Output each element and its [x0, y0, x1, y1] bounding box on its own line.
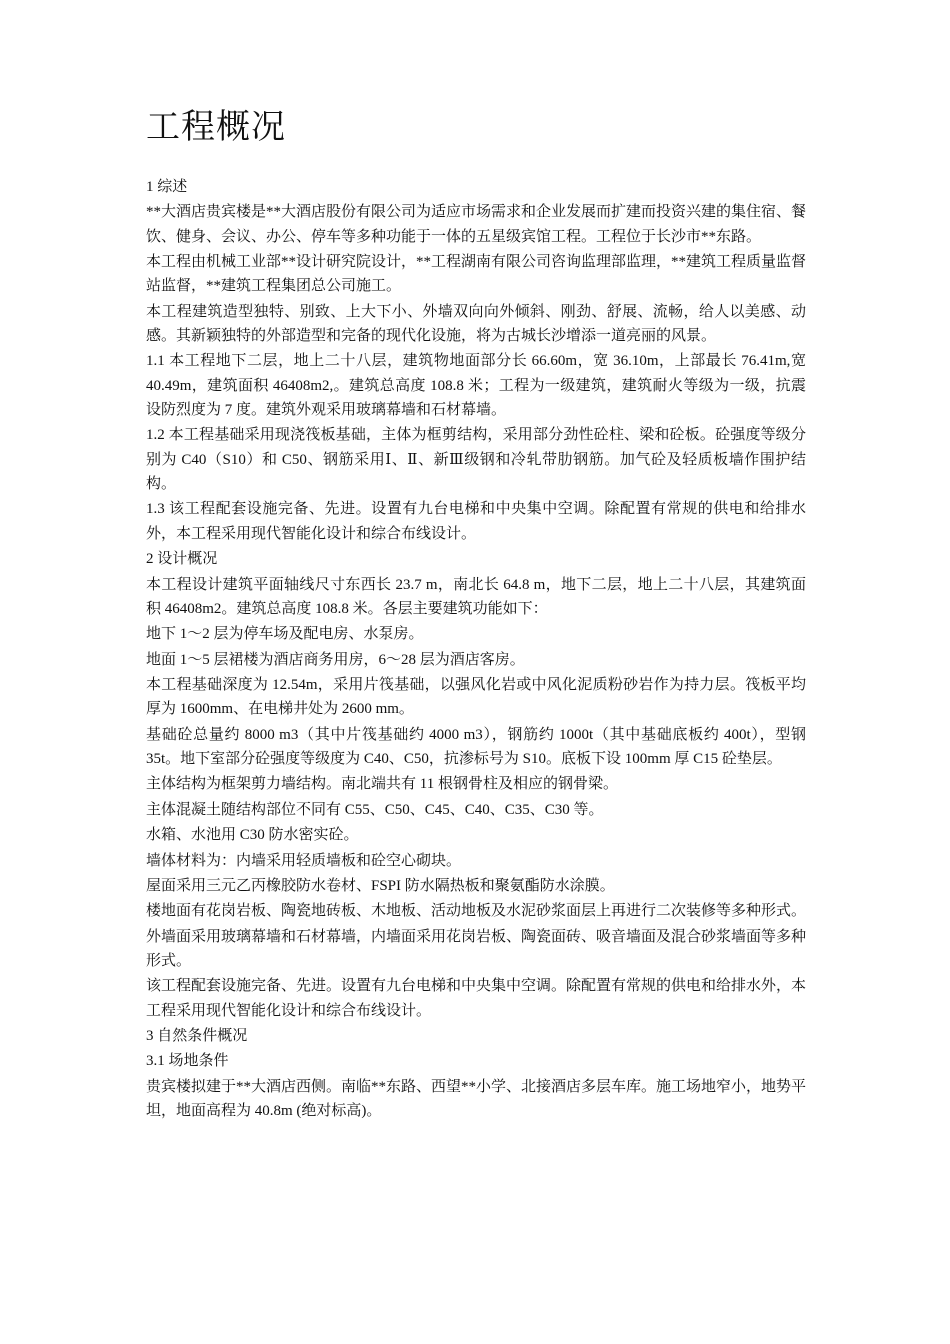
paragraph-wall-materials: 墙体材料为：内墙采用轻质墙板和砼空心砌块。: [146, 852, 462, 869]
document-body: [146, 175, 806, 1125]
section-heading-natural-conditions: 3 自然条件概况: [146, 1028, 248, 1045]
paragraph-roofing: 屋面采用三元乙丙橡胶防水卷材、FSPI 防水隔热板和聚氨酯防水涂膜。: [146, 877, 615, 894]
paragraph-intro: **大酒店贵宾楼是**大酒店股份有限公司为适应市场需求和企业发展而扩建而投资兴建的集住宿、餐饮、健身、会议、办公、停车等多种功能于一体的五星级宾馆工程。工程位于长沙市**东路。: [146, 204, 807, 245]
paragraph-water-tanks: 水箱、水池用 C30 防水密实砼。: [146, 827, 359, 844]
paragraph-1-1: 1.1 本工程地下二层，地上二十八层，建筑物地面部分长 66.60m，宽 36.10m，上部最长 76.41m,宽 40.49m，建筑面积 46408m2,。建筑总高度 108.8 米；工程为一级建筑，建筑耐火等级为一级，抗震设防烈度为 7 度。建筑外观采用玻璃幕墙和石材幕墙。: [146, 353, 806, 419]
paragraph-ground-floors: 地面 1～5 层裙楼为酒店商务用房，6～28 层为酒店客房。: [146, 651, 525, 668]
paragraph-design-dimensions: 本工程设计建筑平面轴线尺寸东西长 23.7 m，南北长 64.8 m，地下二层，地上二十八层，其建筑面积 46408m2。建筑总高度 108.8 米。各层主要建筑功能如下：: [146, 576, 806, 617]
paragraph-main-structure: 主体结构为框架剪力墙结构。南北端共有 11 根钢骨柱及相应的钢骨梁。: [146, 776, 618, 793]
paragraph-1-2: 1.2 本工程基础采用现浇筏板基础，主体为框剪结构，采用部分劲性砼柱、梁和砼板。砼强度等级分别为 C40（S10）和 C50、钢筋采用Ⅰ、Ⅱ、新Ⅲ级钢和冷轧带肋钢筋。加气砼及轻质板墙作围护结构。: [146, 427, 806, 493]
section-heading-overview: 1 综述: [146, 179, 188, 195]
paragraph-1-3: 1.3 该工程配套设施完备、先进。设置有九台电梯和中央集中空调。除配置有常规的供电和给排水外，本工程采用现代智能化设计和综合布线设计。: [146, 501, 806, 542]
paragraph-wall-finishes: 外墙面采用玻璃幕墙和石材幕墙，内墙面采用花岗岩板、陶瓷面砖、吸音墙面及混合砂浆墙面等多种形式。: [146, 928, 807, 969]
subsection-heading-site: 3.1 场地条件: [146, 1053, 229, 1070]
paragraph-foundation: 本工程基础深度为 12.54m，采用片筏基础，以强风化岩或中风化泥质粉砂岩作为持力层。筏板平均厚为 1600mm、在电梯井处为 2600 mm。: [146, 676, 806, 718]
paragraph-concrete-quantity: 基础砼总量约 8000 m3（其中片筏基础约 4000 m3），钢筋约 1000t（其中基础底板约 400t），型钢 35t。地下室部分砼强度等级度为 C40、C50，抗渗标号为 S10。底板下设 100mm 厚 C15 砼垫层。: [146, 726, 806, 767]
paragraph-concrete-grades: 主体混凝土随结构部位不同有 C55、C50、C45、C40、C35、C30 等。: [146, 801, 604, 818]
paragraph-parties: 本工程由机械工业部**设计研究院设计，**工程湖南有限公司咨询监理部监理，**建筑工程质量监督站监督，**建筑工程集团总公司施工。: [146, 254, 807, 295]
paragraph-flooring: 楼地面有花岗岩板、陶瓷地砖板、木地板、活动地板及水泥砂浆面层上再进行二次装修等多种形式。: [146, 903, 807, 920]
paragraph-facilities: 该工程配套设施完备、先进。设置有九台电梯和中央集中空调。除配置有常规的供电和给排水外，本工程采用现代智能化设计和综合布线设计。: [146, 978, 807, 1019]
paragraph-basement-floors: 地下 1～2 层为停车场及配电房、水泵房。: [146, 626, 424, 643]
document-title: 工程概况: [146, 109, 286, 146]
section-heading-design: 2 设计概况: [146, 551, 218, 568]
paragraph-site-conditions: 贵宾楼拟建于**大酒店西侧。南临**东路、西望**小学、北接酒店多层车库。施工场地窄小，地势平坦，地面高程为 40.8m (绝对标高)。: [146, 1078, 807, 1120]
paragraph-architecture: 本工程建筑造型独特、别致、上大下小、外墙双向向外倾斜、刚劲、舒展、流畅，给人以美感、动感。其新颖独特的外部造型和完备的现代化设施，将为古城长沙增添一道亮丽的风景。: [146, 303, 806, 345]
